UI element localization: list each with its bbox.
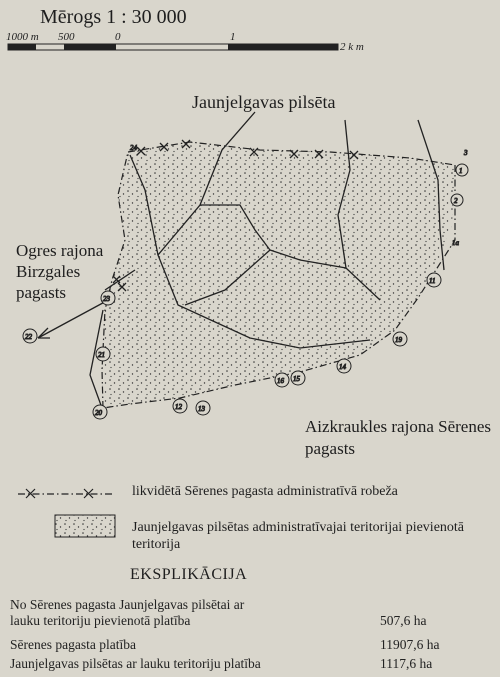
legend-boundary-symbol bbox=[18, 489, 112, 498]
scale-bar bbox=[6, 31, 364, 53]
svg-text:24: 24 bbox=[130, 144, 137, 152]
annexed-territory-area bbox=[102, 142, 455, 408]
legend-item-boundary: likvidētā Sērenes pagasta administratīvā robeža bbox=[132, 484, 398, 499]
svg-text:3: 3 bbox=[464, 149, 468, 157]
scale-label-500: 500 bbox=[58, 31, 75, 43]
svg-text:22: 22 bbox=[25, 333, 32, 341]
svg-text:16: 16 bbox=[277, 377, 284, 385]
svg-text:19: 19 bbox=[395, 336, 402, 344]
svg-text:1a: 1a bbox=[452, 239, 459, 247]
legend-item-territory: Jaunjelgavas pilsētas administratīvajai teritorijai pievienotā teritorija bbox=[132, 520, 465, 552]
svg-text:13: 13 bbox=[198, 405, 205, 413]
svg-text:20: 20 bbox=[95, 409, 102, 417]
svg-text:1: 1 bbox=[459, 167, 463, 175]
svg-text:21: 21 bbox=[98, 351, 105, 359]
svg-text:15: 15 bbox=[293, 375, 300, 383]
explication-row-value: 11907,6 ha bbox=[380, 637, 440, 652]
explication-row bbox=[10, 656, 480, 674]
scale-label-1: 1 bbox=[230, 31, 236, 43]
explication-row-label: Sērenes pagasta platība bbox=[10, 637, 136, 652]
scale-label-2km: 2 k m bbox=[340, 41, 364, 53]
explication-row-value: 507,6 ha bbox=[380, 613, 427, 628]
svg-text:12: 12 bbox=[175, 403, 182, 411]
svg-text:23: 23 bbox=[103, 295, 110, 303]
west-region-label: Ogres rajona Birzgales pagasts bbox=[16, 241, 104, 302]
explication-row bbox=[10, 597, 480, 631]
svg-text:14: 14 bbox=[339, 363, 346, 371]
explication-row-label: No Sērenes pagasta Jaunjelgavas pilsētai ar bbox=[10, 597, 245, 612]
svg-text:11: 11 bbox=[429, 277, 436, 285]
explication-row bbox=[10, 637, 480, 655]
explication-row-label-cont: lauku teritoriju pievienotā platība bbox=[10, 613, 191, 628]
explication-title: EKSPLIKĀCIJA bbox=[130, 566, 248, 583]
scale-label-0: 0 bbox=[115, 31, 121, 43]
scale-title: Mērogs 1 : 30 000 bbox=[40, 6, 187, 28]
svg-text:2: 2 bbox=[454, 197, 458, 205]
east-region-label: Aizkraukles rajona Sērenes pagasts bbox=[305, 417, 491, 458]
north-city-label: Jaunjelgavas pilsēta bbox=[192, 92, 336, 112]
scale-label-1000: 1000 m bbox=[6, 31, 39, 43]
explication-row-value: 1117,6 ha bbox=[380, 656, 433, 671]
legend-area-symbol bbox=[55, 515, 115, 537]
explication-row-label: Jaunjelgavas pilsētas ar lauku teritoriju platība bbox=[10, 656, 261, 671]
